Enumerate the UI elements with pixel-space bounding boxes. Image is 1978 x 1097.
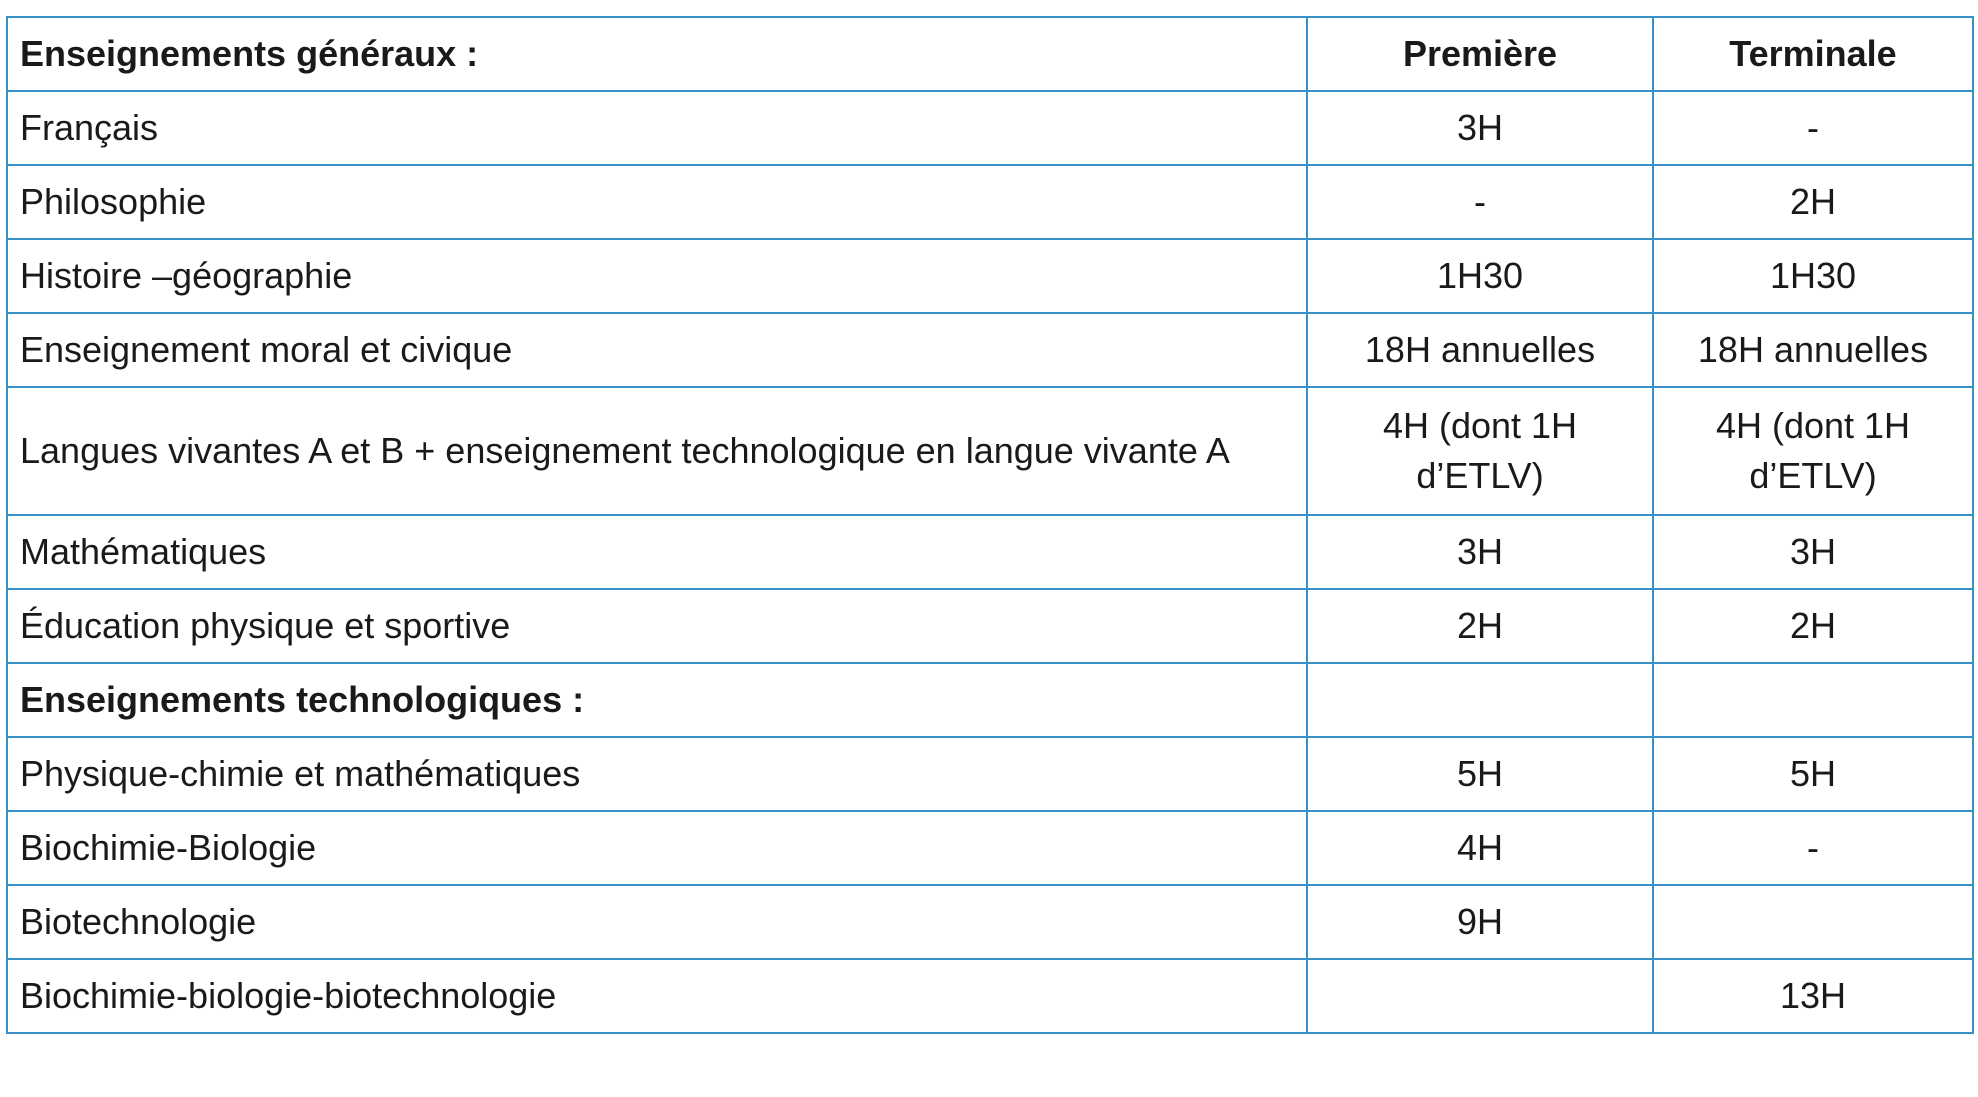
premiere-hours-cell [1307,959,1653,1033]
subject-cell: Philosophie [7,165,1307,239]
section-heading-row [7,663,1973,737]
premiere-hours-cell: 1H30 [1307,239,1653,313]
subject-cell: Mathématiques [7,515,1307,589]
column-header-premiere: Première [1307,17,1653,91]
table-row [7,885,1973,959]
premiere-hours-cell: 3H [1307,91,1653,165]
table-row [7,387,1973,515]
premiere-hours-cell: 9H [1307,885,1653,959]
premiere-hours-cell: 4H (dont 1H d’ETLV) [1307,387,1653,515]
premiere-hours-cell: 3H [1307,515,1653,589]
terminale-hours-cell: 2H [1653,165,1973,239]
premiere-hours-cell: 4H [1307,811,1653,885]
table-row [7,515,1973,589]
empty-cell [1307,663,1653,737]
table-row [7,239,1973,313]
premiere-hours-cell: 18H annuelles [1307,313,1653,387]
subject-cell: Histoire –géographie [7,239,1307,313]
table-row [7,737,1973,811]
premiere-hours-cell: 5H [1307,737,1653,811]
terminale-hours-cell: - [1653,91,1973,165]
empty-cell [1653,663,1973,737]
subject-cell: Enseignement moral et civique [7,313,1307,387]
subject-cell: Biochimie-biologie-biotechnologie [7,959,1307,1033]
table-row [7,959,1973,1033]
section-heading-technological: Enseignements technologiques : [7,663,1307,737]
terminale-hours-cell: 2H [1653,589,1973,663]
terminale-hours-cell: 3H [1653,515,1973,589]
subject-cell: Éducation physique et sportive [7,589,1307,663]
subject-cell: Langues vivantes A et B + enseignement technologique en langue vivante A [7,387,1307,515]
terminale-hours-cell: 1H30 [1653,239,1973,313]
premiere-hours-cell: - [1307,165,1653,239]
terminale-hours-cell: 5H [1653,737,1973,811]
premiere-hours-cell: 2H [1307,589,1653,663]
terminale-hours-cell: 4H (dont 1H d’ETLV) [1653,387,1973,515]
table-row [7,811,1973,885]
section-heading-general: Enseignements généraux : [7,17,1307,91]
terminale-hours-cell: - [1653,811,1973,885]
table-row [7,313,1973,387]
terminale-hours-cell: 18H annuelles [1653,313,1973,387]
column-header-terminale: Terminale [1653,17,1973,91]
table-row [7,589,1973,663]
subject-cell: Biotechnologie [7,885,1307,959]
header-row [7,17,1973,91]
terminale-hours-cell [1653,885,1973,959]
table-row [7,91,1973,165]
terminale-hours-cell: 13H [1653,959,1973,1033]
subject-cell: Biochimie-Biologie [7,811,1307,885]
table-row [7,165,1973,239]
subject-cell: Français [7,91,1307,165]
subject-cell: Physique-chimie et mathématiques [7,737,1307,811]
schedule-table [6,16,1974,1034]
